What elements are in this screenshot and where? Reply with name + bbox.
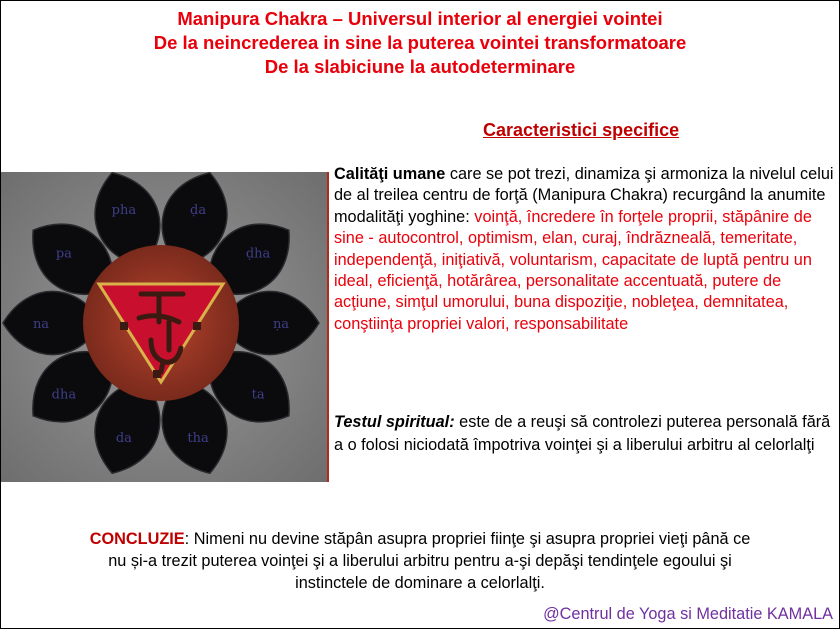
image-divider [327,172,329,482]
petal-letter: ṇa [272,317,290,332]
petal-letter: dha [51,387,77,403]
title-line-2: De la neincrederea in sine la puterea vointei transformatoare [153,32,687,53]
petal-letter: na [32,317,50,332]
conclusion-paragraph [1,528,839,594]
conclusion-text-1: : Nimeni nu devine stăpân asupra propriei fiinţe şi asupra propriei vieţi până ce [184,530,751,548]
title-line-1: Manipura Chakra – Universul interior al energiei vointei [177,8,663,29]
title-line-3: De la slabiciune la autodeterminare [264,56,576,77]
footer-credit: @Centrul de Yoga si Meditatie KAMALA [543,605,833,623]
petal-letter: pa [55,246,72,262]
slide-title [1,7,839,79]
petal-letter: tha [187,431,209,447]
manipura-chakra-symbol-icon [1,172,327,482]
spiritual-test-lead: Testul spiritual: [334,413,455,431]
qualities-intro: care se pot trezi, dinamiza şi armoniza la nivelul celui de al treilea centru de forţă (Manipura Chakra) recurgând la anumite modalităţi yoghine: [334,165,834,226]
petal-letter: pha [111,202,137,218]
conclusion-lead: CONCLUZIE [89,530,185,548]
petal-letter: ḍa [190,202,207,218]
qualities-paragraph [334,164,839,335]
conclusion-line-1 [1,528,839,550]
petal-letter: ḍha [245,246,271,262]
conclusion-line-2: nu și-a trezit puterea voinţei şi a liberului arbitru pentru a-şi depăşi tendinţele egoului şi [108,552,732,570]
spiritual-test-text: este de a reuşi să controlezi puterea personală fără a o folosi niciodată împotriva voinţei şi a liberului arbitru al celorlalţi [334,413,831,454]
manipura-chakra-image [1,172,327,482]
qualities-lead: Calităţi umane [334,165,446,183]
petal-letter: ta [251,387,265,403]
petal-letter: da [115,431,132,447]
section-heading: Caracteristici specifice [483,120,680,140]
conclusion-line-3: instinctele de dominare a celorlalţi. [295,574,545,592]
spiritual-test-paragraph [334,411,839,456]
qualities-list: voinţă, încredere în forţele proprii, stăpânire de sine - autocontrol, optimism, elan, curaj, îndrăzneală, temeritate, independenţă, iniţiativă, voluntarism, capacitate de luptă pentru un ideal, eficienţă, hotărârea, personalitate accentuată, putere de acţiune, simţul umorului, buna dispoziţie, nobleţea, demnitatea, conştiinţa propriei valori, responsabilitate [334,207,812,333]
